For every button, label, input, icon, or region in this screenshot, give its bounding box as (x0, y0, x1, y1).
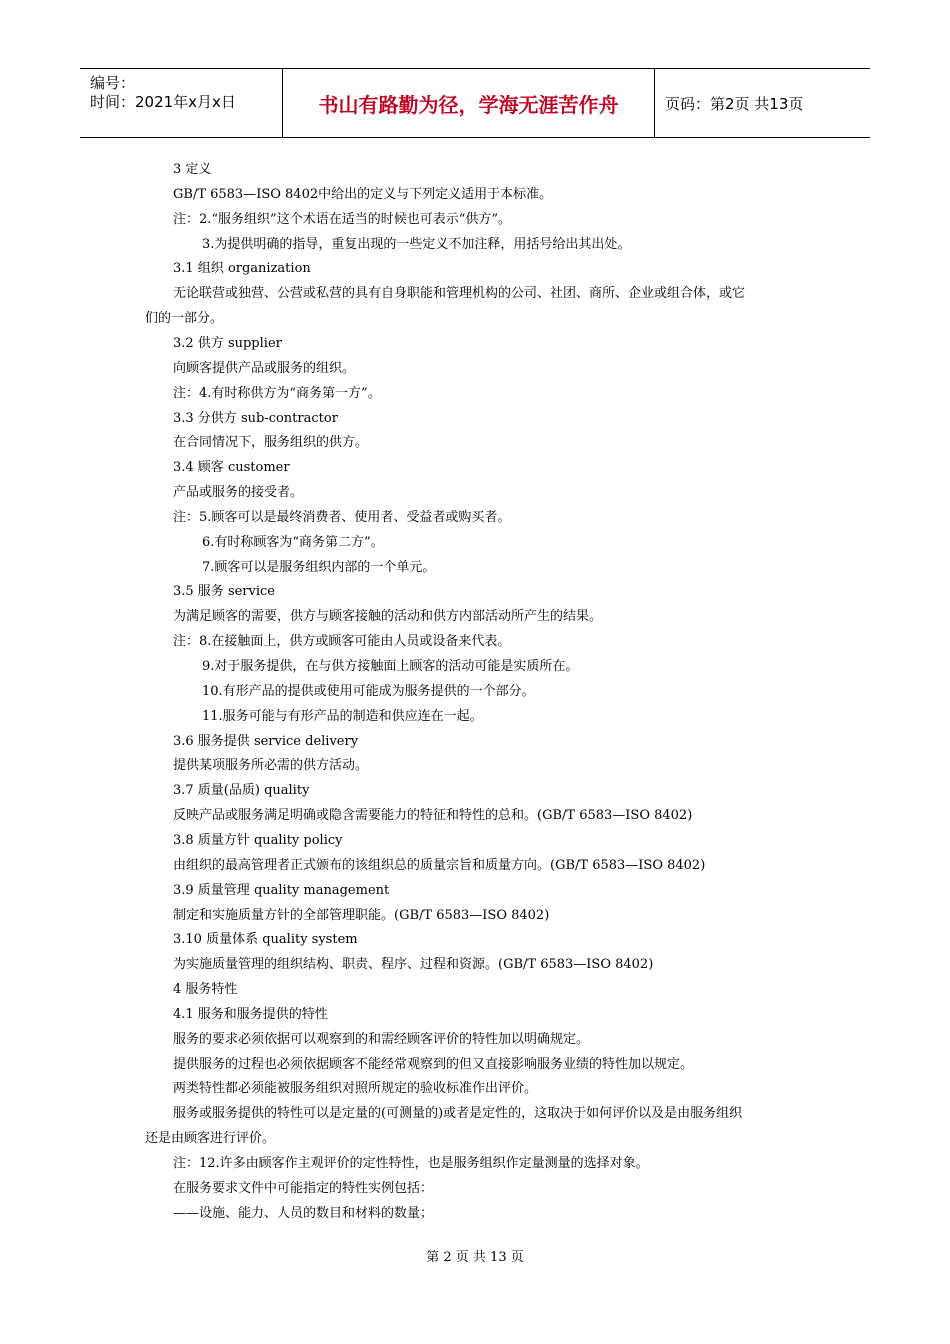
body-line: 制定和实施质量方针的全部管理职能。(GB/T 6583—ISO 8402) (173, 907, 550, 923)
body-line: 6.有时称顾客为“商务第二方”。 (202, 534, 384, 550)
body-line: 为满足顾客的需要，供方与顾客接触的活动和供方内部活动所产生的结果。 (173, 609, 603, 625)
body-line: 3.9 质量管理 quality management (173, 882, 390, 898)
body-line: 3.6 服务提供 service delivery (173, 733, 359, 749)
body-line: 3.8 质量方针 quality policy (173, 832, 343, 848)
body-line: 注：2.“服务组织”这个术语在适当的时候也可表示“供方”。 (173, 211, 511, 227)
body-line: GB/T 6583—ISO 8402中给出的定义与下列定义适用于本标准。 (173, 186, 553, 202)
document-date-label: 时间：2021年x月x日 (90, 93, 236, 111)
body-line: 注：12.许多由顾客作主观评价的定性特性，也是服务组织作定量测量的选择对象。 (173, 1156, 649, 1171)
header-motto: 书山有路勤为径，学海无涯苦作舟 (283, 69, 655, 137)
body-line: 在合同情况下，服务组织的供方。 (173, 435, 369, 451)
body-line: 反映产品或服务满足明确或隐含需要能力的特征和特性的总和。(GB/T 6583—ISO 8402) (173, 808, 693, 824)
header-page-info: 页码：第2页 共13页 (665, 94, 804, 113)
body-line: 服务或服务提供的特性可以是定量的(可测量的)或者是定性的，这取决于如何评价以及是由服务组织 (173, 1106, 743, 1122)
body-line: 两类特性都必须能被服务组织对照所规定的验收标准作出评价。 (173, 1081, 538, 1097)
body-line: 3.10 质量体系 quality system (173, 932, 358, 948)
body-line: 提供某项服务所必需的供方活动。 (173, 758, 369, 774)
page-footer: 第 2 页 共 13 页 (426, 1250, 524, 1265)
body-line: 向顾客提供产品或服务的组织。 (173, 360, 356, 376)
body-line: 11.服务可能与有形产品的制造和供应连在一起。 (202, 708, 483, 724)
body-line: 3.为提供明确的指导，重复出现的一些定义不加注释，用括号给出其出处。 (202, 236, 631, 252)
body-line: 为实施质量管理的组织结构、职责、程序、过程和资源。(GB/T 6583—ISO 8402) (173, 957, 654, 973)
body-line: 注：4.有时称供方为“商务第一方”。 (173, 385, 381, 401)
body-line: 服务的要求必须依据可以观察到的和需经顾客评价的特性加以明确规定。 (173, 1031, 590, 1047)
body-line: 由组织的最高管理者正式颁布的该组织总的质量宗旨和质量方向。(GB/T 6583—ISO 8402) (173, 857, 706, 873)
document-number-label: 编号： (90, 74, 136, 92)
body-line: 还是由顾客进行评价。 (145, 1131, 276, 1147)
page-header (80, 68, 870, 138)
body-line: 无论联营或独营、公营或私营的具有自身职能和管理机构的公司、社团、商所、企业或组合体，或它 (173, 286, 746, 302)
body-line: 9.对于服务提供，在与供方接触面上顾客的活动可能是实质所在。 (202, 659, 579, 674)
body-line: 注：5.顾客可以是最终消费者、使用者、受益者或购买者。 (173, 509, 511, 525)
body-line: 3.5 服务 service (173, 584, 275, 600)
body-line: 3.7 质量(品质) quality (173, 783, 310, 799)
body-line: 产品或服务的接受者。 (173, 485, 304, 501)
body-line: 3.2 供方 supplier (173, 335, 282, 351)
body-line: 10.有形产品的提供或使用可能成为服务提供的一个部分。 (202, 683, 535, 699)
body-line: 3.1 组织 organization (173, 261, 311, 277)
body-line: 7.顾客可以是服务组织内部的一个单元。 (202, 559, 436, 575)
body-line: 在服务要求文件中可能指定的特性实例包括： (173, 1180, 434, 1196)
header-left-cell (80, 69, 283, 137)
body-line: 3.4 顾客 customer (173, 460, 290, 476)
body-line: 们的一部分。 (145, 311, 224, 327)
body-line: ——设施、能力、人员的数目和材料的数量； (173, 1205, 434, 1221)
body-line: 4.1 服务和服务提供的特性 (173, 1006, 328, 1022)
body-line: 4 服务特性 (173, 982, 238, 998)
body-line: 提供服务的过程也必须依据顾客不能经常观察到的但又直接影响服务业绩的特性加以规定。 (173, 1056, 694, 1072)
body-line: 3 定义 (173, 162, 212, 177)
body-line: 注：8.在接触面上，供方或顾客可能由人员或设备来代表。 (173, 634, 511, 650)
body-line: 3.3 分供方 sub-contractor (173, 410, 338, 426)
